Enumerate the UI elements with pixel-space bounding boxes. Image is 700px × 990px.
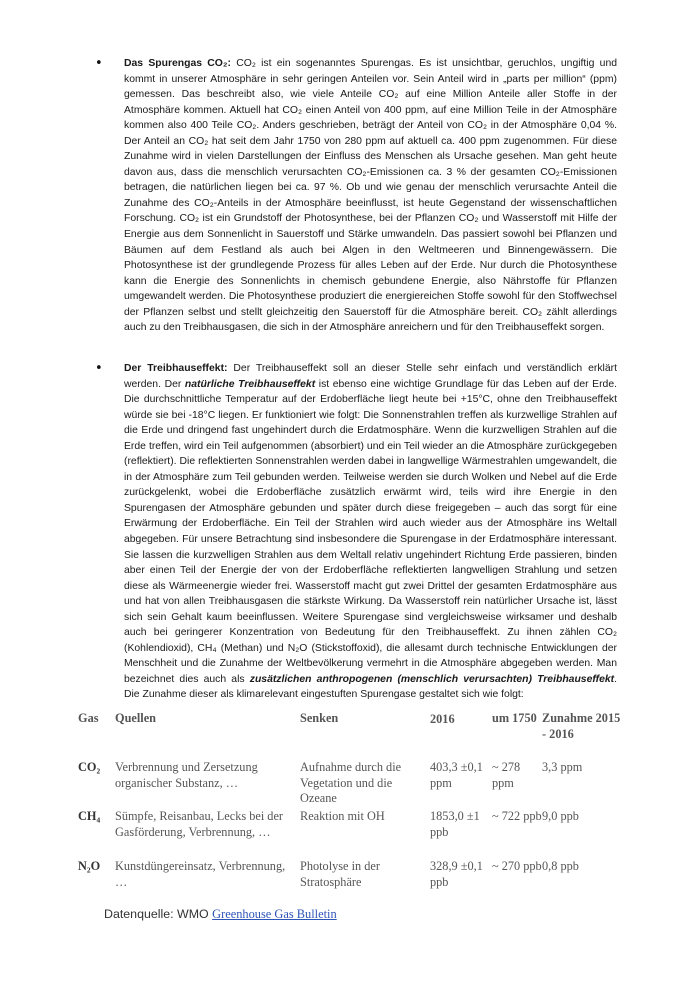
header-increase: Zunahme 2015 - 2016 [542,711,621,741]
greenhouse-text-c: . Die Zunahme dieser als klimarelevant eingestuften Spurengase gestaltet sich wie folgt: [124,673,617,701]
header-2016: 2016 [430,712,455,726]
gas-2016: 403,3 ±0,1 ppm [430,760,483,790]
gas-increase: 9,0 ppb [542,809,579,823]
gas-1750: ~ 278 ppm [492,760,521,790]
section-greenhouse [95,361,617,703]
gas-2016: 328,9 ±0,1 ppb [430,859,483,889]
header-gas: Gas [78,711,99,725]
co2-text: CO₂ ist ein sogenanntes Spurengas. Es ist unsichtbar, geruchlos, ungiftig und kommt in unserer Atmosphäre in sehr geringen Anteilen vor. Sein Anteil wird in „parts per million“ (ppm) gemessen. Das beschreibt also, wie viele Anteile CO₂ auf eine Million Anteile aller Stoffe in der Atmosphäre kommen. Aktuell hat CO₂ einen Anteil von 400 ppm, auf eine Million Teile in der Atmosphäre kommen also 400 Teile CO₂. Anders geschrieben, beträgt der Anteil von CO₂ in der Atmosphäre 0,04 %. Der Anteil an CO₂ hat seit dem Jahr 1750 von 280 ppm auf aktuell ca. 400 ppm zugenommen. Für diese Zunahme wird in vielen Darstellungen der Einfluss des Menschen als Ursache gesehen. Man geht heute davon aus, dass die menschlich verursachten CO₂-Emissionen ca. 3 % der gesamten CO₂-Emissionen betragen, die natürlichen liegen bei ca. 97 %. Ob und wie genau der menschlich verursachte Anteil die Zunahme des CO₂-Anteils in der Atmosphäre beeinflusst, ist heute Gegenstand der wissenschaftlichen Forschung. CO₂ ist ein Grundstoff der Photosynthese, bei der Pflanzen CO₂ und Wasserstoff mit Hilfe der Energie aus dem Sonnenlicht in Sauerstoff und Stärke umwandeln. Das passiert sowohl bei Pflanzen und Bäumen auf dem Festland als auch bei Algen in den Weltmeeren und Binnengewässern. Die Photosynthese ist der grundlegende Prozess für alles Leben auf der Erde. Nur durch die Photosynthese kann die Energie des Sonnenlichts in chemisch gebundene Energie, also Nährstoffe für Pflanzen umgewandelt werden. Die Photosynthese produziert die energiereichen Stoffe sowohl für den Stoffwechsel der Pflanzen selbst und stellt gleichzeitig den Sauerstoff für die Atmosphäre bereit. CO₂ zählt allerdings auch zu den Treibhausgasen, die sich in der Atmosphäre anreichern und für den Treibhauseffekt sorgen. [124,58,617,334]
data-source-line [104,907,337,922]
gas-sinks: Reaktion mit OH [300,809,385,823]
header-1750: um 1750 [492,711,537,725]
gas-name: CO₂ [78,760,101,774]
gas-sinks: Aufnahme durch die Vegetation und die Ozeane [300,760,402,805]
gas-sources: Kunstdüngereinsatz, Verbrennung, … [115,859,286,889]
co2-title: Das Spurengas CO₂: [124,58,231,69]
section-co2 [95,56,617,336]
greenhouse-bulletin-link[interactable]: Greenhouse Gas Bulletin [212,907,337,921]
trace-gas-table [78,711,622,897]
gas-increase: 0,8 ppb [542,859,579,873]
gas-sources: Verbrennung und Zersetzung organischer Substanz, … [115,760,258,790]
co2-paragraph [124,56,617,336]
table-row [78,760,622,809]
greenhouse-text-a: Der Treibhauseffekt soll an dieser Stelle sehr einfach und verständlich erklärt werden. Der [124,363,617,390]
anthropogenic-effect-term: zusätzlichen anthropogenen (menschlich verursachten) Treibhauseffekt [249,673,615,685]
gas-2016: 1853,0 ±1 ppb [430,809,480,839]
bullet-icon: • [95,361,103,376]
gas-sources: Sümpfe, Reisanbau, Lecks bei der Gasförderung, Verbrennung, … [115,809,284,839]
greenhouse-text-b: ist ebenso eine wichtige Grundlage für das Leben auf der Erde. Die durchschnittliche Temperatur auf der Erdoberfläche liegt heute bei +15°C, ohne den Treibhauseffekt würde sie bei -18°C liegen. Er funktioniert wie folgt: Die Sonnenstrahlen treffen als kurzwellige Strahlen auf die Erde und dringend fast ungehindert durch die Erdatmosphäre. Wenn die kurzwelligen Strahlen auf die Erde treffen, wird ein Teil aufgenommen (absorbiert) und ein Teil wieder an die Atmosphäre zurückgegeben (reflektiert). Die reflektierten Sonnenstrahlen werden dabei in langwellige Wärmestrahlen umgewandelt, die in der Atmosphäre zum Teil gebunden werden. Teilweise werden sie durch Wolken und Nebel auf die Erde zurückgelenkt, wobei die Erdoberfläche zusätzlich erwärmt wird, teils wird ihre Energie in den Spurengasen der Atmosphäre gebunden und später durch diese freigegeben – auch das sorgt für eine Erwärmung der Erdoberfläche. Ein Teil der Strahlen wird auch wieder aus der Atmosphäre ins Weltall abgegeben. Für unsere Betrachtung sind insbesondere die Spurengase in der Erdatmosphäre interessant. Sie lassen die kurzwelligen Strahlen aus dem Weltall relativ ungehindert Richtung Erde passieren, binden aber einen Teil der Energie der von der Erdoberfläche reflektierten langwelligen Strahlung und setzen diese als Wärmeenergie wieder frei. Wasserstoff macht gut zwei Drittel der gesamten Erdatmosphäre aus und hat von allen Treibhausgasen die stärkste Wirkung. Da Wasserstoff rein natürlicher Ursache ist, lässt sich sein Gehalt kaum beeinflussen. Weitere Spurengase sind vergleichsweise wirksamer und deshalb auch bei geringerer Konzentration von Bedeutung für den Treibhauseffekt. Zu ihnen zählen CO₂ (Kohlendioxid), CH₄ (Methan) und N₂O (Stickstoffoxid), die allesamt durch technische Entwicklungen der Menschheit und die Zunahme der Weltbevölkerung vermehrt in die Atmosphäre abgegeben werden. Man bezeichnet dies auch als [124,378,617,685]
gas-1750: ~ 270 ppb [492,859,542,873]
header-sinks: Senken [300,711,339,725]
gas-name: CH₄ [78,809,101,823]
table-row [78,859,622,897]
gas-1750: ~ 722 ppb [492,809,542,823]
header-sources: Quellen [115,711,156,725]
table-row [78,809,622,859]
greenhouse-paragraph [124,361,617,703]
gas-sinks: Photolyse in der Stratosphäre [300,859,380,889]
gas-increase: 3,3 ppm [542,760,583,774]
greenhouse-title: Der Treibhauseffekt: [124,363,228,374]
natural-effect-term: natürliche Treibhauseffekt [184,378,316,390]
source-label: Datenquelle: WMO [104,907,213,921]
bullet-icon: • [95,56,103,71]
table-header-row [78,711,622,760]
gas-name: N₂O [78,859,101,873]
